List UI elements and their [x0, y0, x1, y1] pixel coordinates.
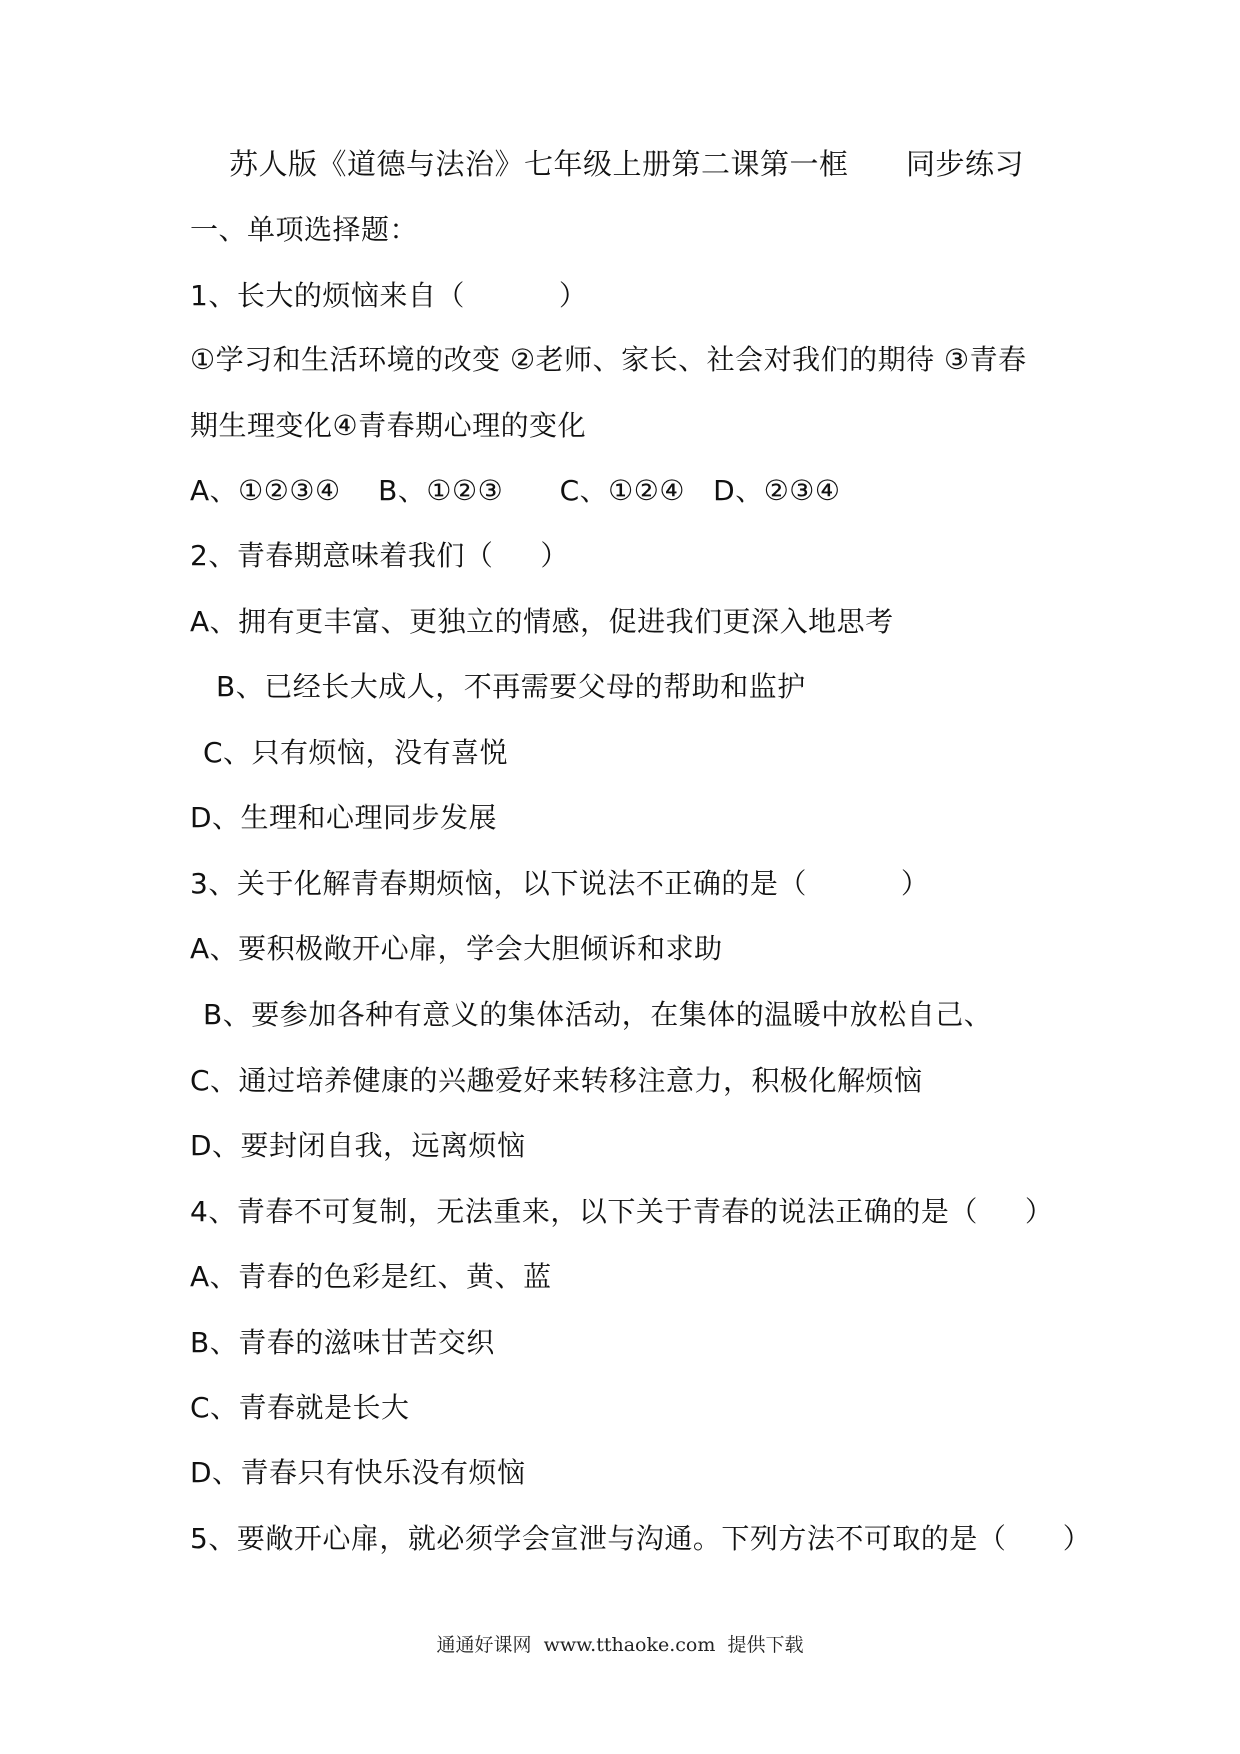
question-3-option-c: C、通过培养健康的兴趣爱好来转移注意力，积极化解烦恼	[190, 1064, 923, 1097]
question-1-options: A、①②③④ B、①②③ C、①②④ D、②③④	[190, 474, 841, 507]
page-footer: 通通好课网 www.tthaoke.com 提供下载	[436, 1634, 804, 1656]
section-heading: 一、单项选择题：	[190, 213, 419, 246]
document-title-suffix: 同步练习	[906, 147, 1025, 181]
question-1-stem-line-1: ①学习和生活环境的改变 ②老师、家长、社会对我们的期待 ③青春	[190, 343, 1027, 376]
question-2-option-a: A、拥有更丰富、更独立的情感，促进我们更深入地思考	[190, 605, 894, 638]
question-2-stem: 2、青春期意味着我们（ ）	[190, 539, 569, 572]
question-3-option-d: D、要封闭自我，远离烦恼	[190, 1129, 526, 1162]
question-4-option-c: C、青春就是长大	[190, 1391, 410, 1424]
question-2-option-c: C、只有烦恼，没有喜悦	[203, 736, 509, 769]
document-title: 苏人版《道德与法治》七年级上册第二课第一框	[229, 147, 849, 181]
question-4-stem: 4、青春不可复制，无法重来，以下关于青春的说法正确的是（ ）	[190, 1195, 1054, 1228]
question-2-option-b: B、已经长大成人，不再需要父母的帮助和监护	[216, 670, 806, 703]
question-1-stem-line-2: 期生理变化④青春期心理的变化	[190, 409, 587, 442]
question-1-stem: 1、长大的烦恼来自（ ）	[190, 279, 588, 312]
question-4-option-a: A、青春的色彩是红、黄、蓝	[190, 1260, 552, 1293]
question-4-option-d: D、青春只有快乐没有烦恼	[190, 1456, 526, 1489]
question-4-option-b: B、青春的滋味甘苦交织	[190, 1326, 495, 1359]
question-5-stem: 5、要敞开心扉，就必须学会宣泄与沟通。下列方法不可取的是（ ）	[190, 1522, 1092, 1555]
question-3-option-b: B、要参加各种有意义的集体活动，在集体的温暖中放松自己、	[203, 998, 993, 1031]
question-3-option-a: A、要积极敞开心扉，学会大胆倾诉和求助	[190, 932, 723, 965]
question-3-stem: 3、关于化解青春期烦恼，以下说法不正确的是（ ）	[190, 867, 930, 900]
question-2-option-d: D、生理和心理同步发展	[190, 801, 498, 834]
